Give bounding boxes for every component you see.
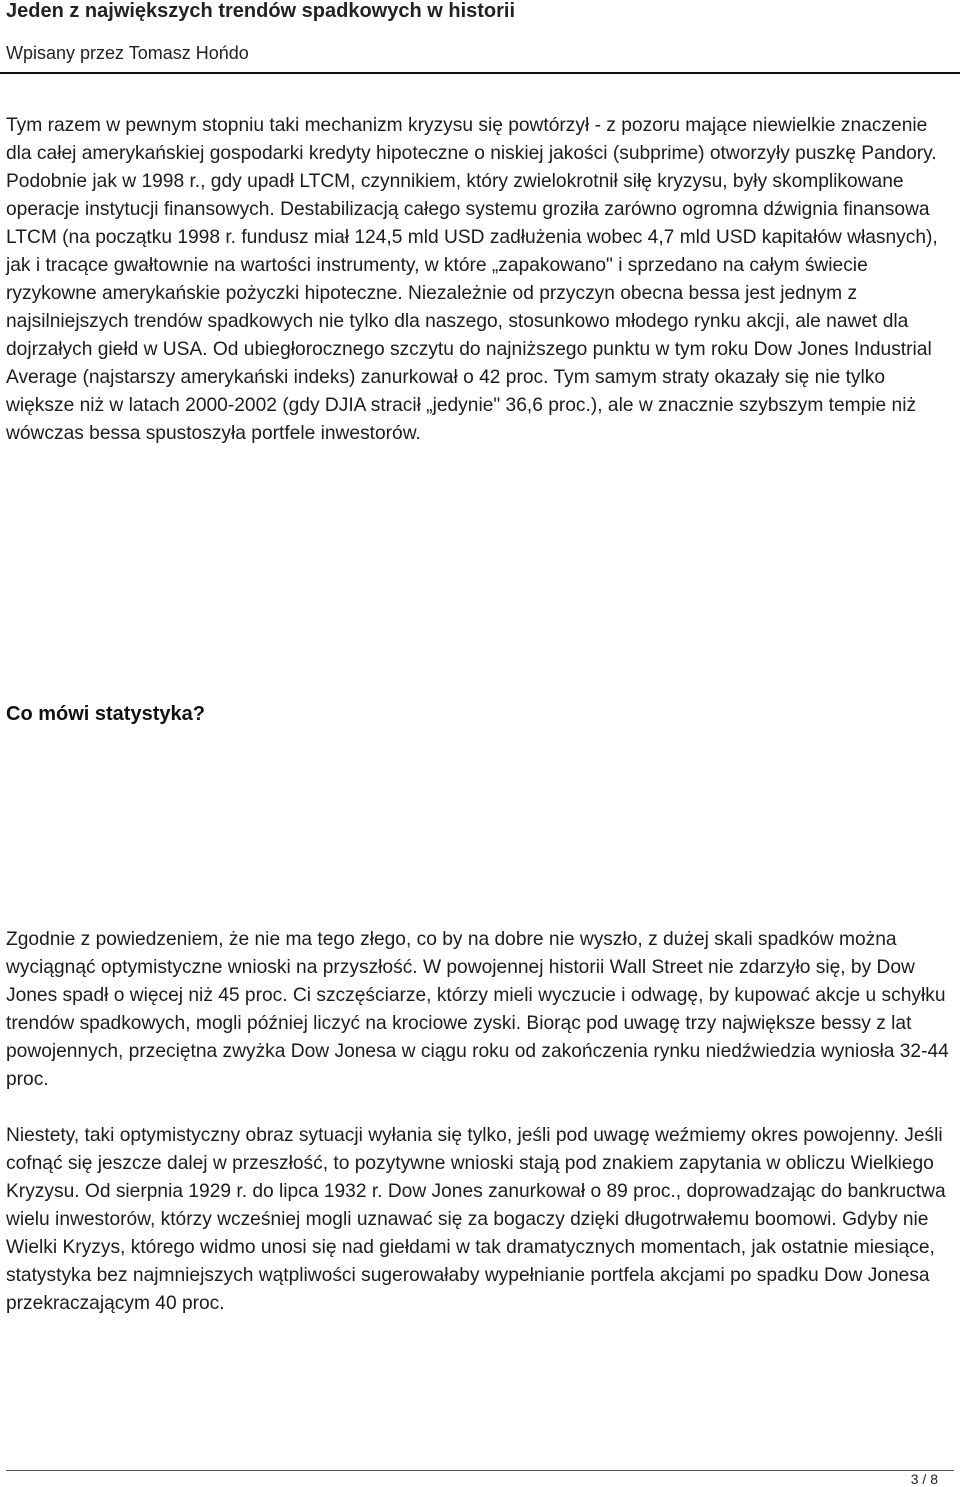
article-paragraph: Zgodnie z powiedzeniem, że nie ma tego złego, co by na dobre nie wyszło, z dużej skali spadków można wyciągnąć optymistyczne wnioski na przyszłość. W powojennej historii Wall Street nie zdarzyło się, by Dow Jones spadł o więcej niż 45 proc. Ci szczęściarze, którzy mieli wyczucie i odwagę, by kupować akcje u schyłku trendów spadkowych, mogli później liczyć na krociowe zyski. Biorąc pod uwagę trzy największe bessy z lat powojennych, przeciętna zwyżka Dow Jonesa w ciągu roku od zakończenia rynku niedźwiedzia wyniosła 32-44 proc. xyxy=(6,929,949,1090)
article-paragraph: Niestety, taki optymistyczny obraz sytuacji wyłania się tylko, jeśli pod uwagę weźmiemy okres powojenny. Jeśli cofnąć się jeszcze dalej w przeszłość, to pozytywne wnioski stają pod znakiem zapytania w obliczu Wielkiego Kryzysu. Od sierpnia 1929 r. do lipca 1932 r. Dow Jones zanurkował o 89 proc., doprowadzając do bankructwa wielu inwestorów, którzy wcześniej mogli uznawać się za bogaczy dzięki długotrwałemu boomowi. Gdyby nie Wielki Kryzys, którego widmo unosi się nad giełdami w tak dramatycznych momentach, jak ostatnie miesiące, statystyka bez najmniejszych wątpliwości sugerowałaby wypełnianie portfela akcjami po spadku Dow Jonesa przekraczającym 40 proc. xyxy=(6,1125,946,1314)
author-line: Wpisany przez Tomasz Hońdo xyxy=(6,43,249,63)
article-block-statistics xyxy=(6,926,956,1094)
document-header xyxy=(6,0,956,64)
page-number: 3 / 8 xyxy=(910,1471,938,1487)
section-heading: Co mówi statystyka? xyxy=(6,703,205,725)
page-title: Jeden z największych trendów spadkowych w historii xyxy=(6,0,516,22)
header-divider xyxy=(0,72,960,74)
section-heading-block xyxy=(6,700,956,728)
footer-divider xyxy=(6,1470,954,1471)
article-block-great-depression xyxy=(6,1122,956,1318)
article-paragraph: Tym razem w pewnym stopniu taki mechanizm kryzysu się powtórzył - z pozoru mające niewielkie znaczenie dla całej amerykańskiej gospodarki kredyty hipoteczne o niskiej jakości (subprime) otworzyły puszkę Pandory. Podobnie jak w 1998 r., gdy upadł LTCM, czynnikiem, który zwielokrotnił siłę kryzysu, były skomplikowane operacje instytucji finansowych. Destabilizacją całego systemu groziła zarówno ogromna dźwignia finansowa LTCM (na początku 1998 r. fundusz miał 124,5 mld USD zadłużenia wobec 4,7 mld USD kapitałów własnych), jak i tracące gwałtownie na wartości instrumenty, w które „zapakowano" i sprzedano na całym świecie ryzykowne amerykańskie pożyczki hipoteczne. Niezależnie od przyczyn obecna bessa jest jednym z najsilniejszych trendów spadkowych nie tylko dla naszego, stosunkowo młodego rynku akcji, ale nawet dla dojrzałych giełd w USA. Od ubiegłorocznego szczytu do najniższego punktu w tym roku Dow Jones Industrial Average (najstarszy amerykański indeks) zanurkował o 42 proc. Tym samym straty okazały się nie tylko większe niż w latach 2000-2002 (gdy DJIA stracił „jedynie" 36,6 proc.), ale w znacznie szybszym tempie niż wówczas bessa spustoszyła portfele inwestorów. xyxy=(6,115,938,444)
article-block-intro xyxy=(6,112,956,448)
